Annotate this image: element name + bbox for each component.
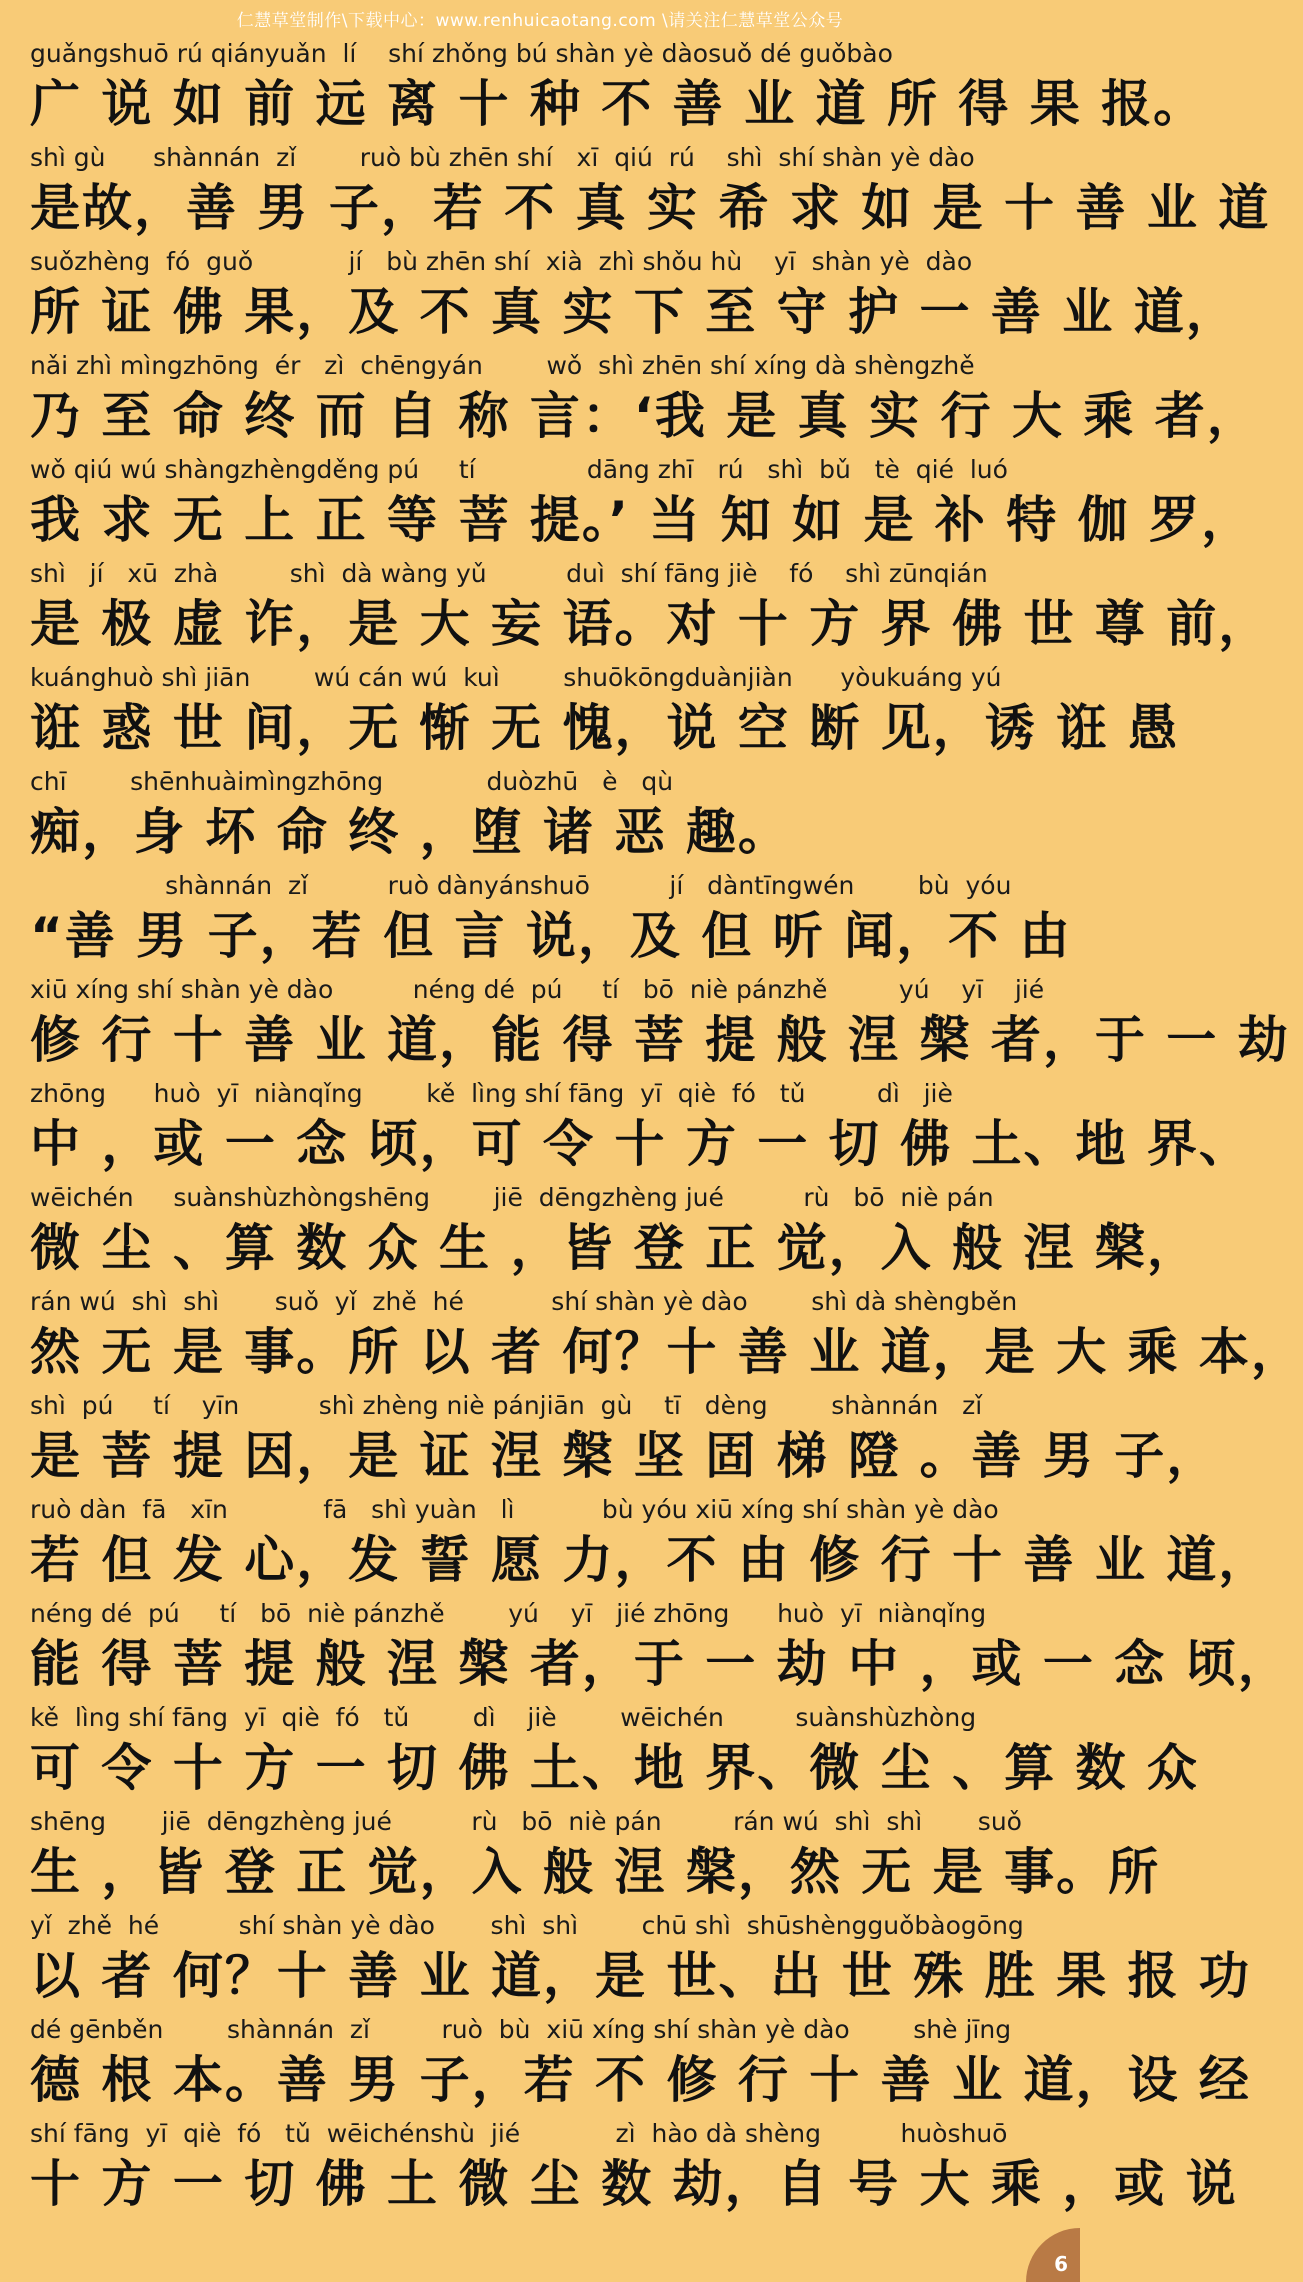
pinyin-line: néng dé pú tí bō niè pánzhě yú yī jié zhōng huò yī niànqǐng [30,1599,987,1628]
text-line [30,1076,1251,1180]
pinyin-line: kě lìng shí fāng yī qiè fó tǔ dì jiè wēichén suànshùzhòng [30,1703,977,1732]
hanzi-line: 能 得 菩 提 般 涅 槃 者，于 一 劫 中 ，或 一 念 顷， [30,1635,1290,1693]
text-line [30,244,1238,348]
text-line [30,1284,1303,1388]
hanzi-line: 广 说 如 前 远 离 十 种 不 善 业 道 所 得 果 报。 [30,75,1206,133]
hanzi-line: 是 菩 提 因，是 证 涅 槃 坚 固 梯 隥 。善 男 子， [30,1427,1219,1485]
pinyin-line: shì gù shànnán zǐ ruò bù zhēn shí xī qiú rú shì shí shàn yè dào [30,143,975,172]
hanzi-line: 可 令 十 方 一 切 佛 土、地 界、微 尘 、算 数 众 [30,1739,1199,1797]
text-line [30,36,1206,140]
pinyin-line: shì pú tí yīn shì zhèng niè pánjiān gù tī dèng shànnán zǐ [30,1391,983,1420]
pinyin-line: guǎngshuō rú qiányuǎn lí shí zhǒng bú shàn yè dàosuǒ dé guǒbào [30,39,893,68]
text-line [30,660,1180,764]
pinyin-line: rán wú shì shì suǒ yǐ zhě hé shí shàn yè dào shì dà shèngběn [30,1287,1018,1316]
pinyin-line: wǒ qiú wú shàngzhèngděng pú tí dāng zhī rú shì bǔ tè qié luó [30,455,1008,484]
hanzi-line: 所 证 佛 果，及 不 真 实 下 至 守 护 一 善 业 道， [30,283,1238,341]
pinyin-line: shēng jiē dēngzhèng jué rù bō niè pán rán wú shì shì suǒ [30,1807,1022,1836]
text-line [30,972,1290,1076]
text-line [30,1804,1161,1908]
text-line [30,140,1271,244]
pinyin-line: chī shēnhuàimìngzhōng duòzhū è qù [30,767,674,796]
page-header-watermark: 仁慧草堂制作\下载中心：www.renhuicaotang.com \请关注仁慧草堂公众号 [236,11,844,31]
pinyin-line: zhōng huò yī niànqǐng kě lìng shí fāng yī qiè fó tǔ dì jiè [30,1079,953,1108]
hanzi-line: “善 男 子，若 但 言 说，及 但 听 闻，不 由 [30,907,1072,965]
text-line [30,1908,1251,2012]
hanzi-line: 是 极 虚 诈，是 大 妄 语。对 十 方 界 佛 世 尊 前， [30,595,1271,653]
text-line [30,452,1254,556]
hanzi-line: 痴，身 坏 命 终 ，堕 诸 恶 趣。 [30,803,790,861]
hanzi-line: 生 ，皆 登 正 觉，入 般 涅 槃，然 无 是 事。所 [30,1843,1161,1901]
hanzi-line: 微 尘 、算 数 众 生 ，皆 登 正 觉，入 般 涅 槃， [30,1219,1199,1277]
hanzi-line: 中 ，或 一 念 顷，可 令 十 方 一 切 佛 土、地 界、 [30,1115,1251,1173]
hanzi-line: 十 方 一 切 佛 土 微 尘 数 劫，自 号 大 乘 ，或 说 [30,2155,1238,2213]
scripture-text-body [30,36,1303,2220]
pinyin-line: nǎi zhì mìngzhōng ér zì chēngyán wǒ shì zhēn shí xíng dà shèngzhě [30,351,975,380]
pinyin-line: shì jí xū zhà shì dà wàng yǔ duì shí fāng jiè fó shì zūnqián [30,559,988,588]
pinyin-line: xiū xíng shí shàn yè dào néng dé pú tí bō niè pánzhě yú yī jié [30,975,1045,1004]
text-line [30,1388,1219,1492]
hanzi-line: 德 根 本。善 男 子，若 不 修 行 十 善 业 道，设 经 [30,2051,1251,2109]
pinyin-line: suǒzhèng fó guǒ jí bù zhēn shí xià zhì shǒu hù yī shàn yè dào [30,247,973,276]
hanzi-line: 乃 至 命 终 而 自 称 言：‘我 是 真 实 行 大 乘 者， [30,387,1259,445]
text-line [30,764,1050,868]
pinyin-line: kuánghuò shì jiān wú cán wú kuì shuōkōngduànjiàn yòukuáng yú [30,663,1002,692]
text-line [30,348,1259,452]
page-number-badge [1026,2228,1080,2282]
hanzi-line: 若 但 发 心，发 誓 愿 力，不 由 修 行 十 善 业 道， [30,1531,1271,1589]
hanzi-line: 我 求 无 上 正 等 菩 提。’ 当 知 如 是 补 特 伽 罗， [30,491,1254,549]
hanzi-line: 然 无 是 事。所 以 者 何？十 善 业 道，是 大 乘 本， [30,1323,1303,1381]
page-number: 6 [1054,2252,1068,2276]
text-line [30,1492,1271,1596]
text-line [30,1596,1290,1700]
pinyin-line: shànnán zǐ ruò dànyánshuō jí dàntīngwén bù yóu [30,871,1012,900]
hanzi-line: 修 行 十 善 业 道，能 得 菩 提 般 涅 槃 者，于 一 劫 [30,1011,1290,1069]
hanzi-line: 以 者 何？十 善 业 道，是 世、出 世 殊 胜 果 报 功 [30,1947,1251,2005]
hanzi-line: 是故，善 男 子，若 不 真 实 希 求 如 是 十 善 业 道 [30,179,1271,237]
text-line [30,2012,1251,2116]
pinyin-line: wēichén suànshùzhòngshēng jiē dēngzhèng jué rù bō niè pán [30,1183,994,1212]
text-line [30,1700,1199,1804]
pinyin-line: dé gēnběn shànnán zǐ ruò bù xiū xíng shí shàn yè dào shè jīng [30,2015,1012,2044]
text-line [30,2116,1238,2220]
text-line [30,1180,1199,1284]
pinyin-line: shí fāng yī qiè fó tǔ wēichénshù jié zì hào dà shèng huòshuō [30,2119,1008,2148]
pinyin-line: yǐ zhě hé shí shàn yè dào shì shì chū shì shūshèngguǒbàogōng [30,1911,1024,1940]
hanzi-line: 诳 惑 世 间，无 惭 无 愧，说 空 断 见，诱 诳 愚 [30,699,1180,757]
text-line [30,868,1072,972]
pinyin-line: ruò dàn fā xīn fā shì yuàn lì bù yóu xiū xíng shí shàn yè dào [30,1495,999,1524]
text-line [30,556,1271,660]
